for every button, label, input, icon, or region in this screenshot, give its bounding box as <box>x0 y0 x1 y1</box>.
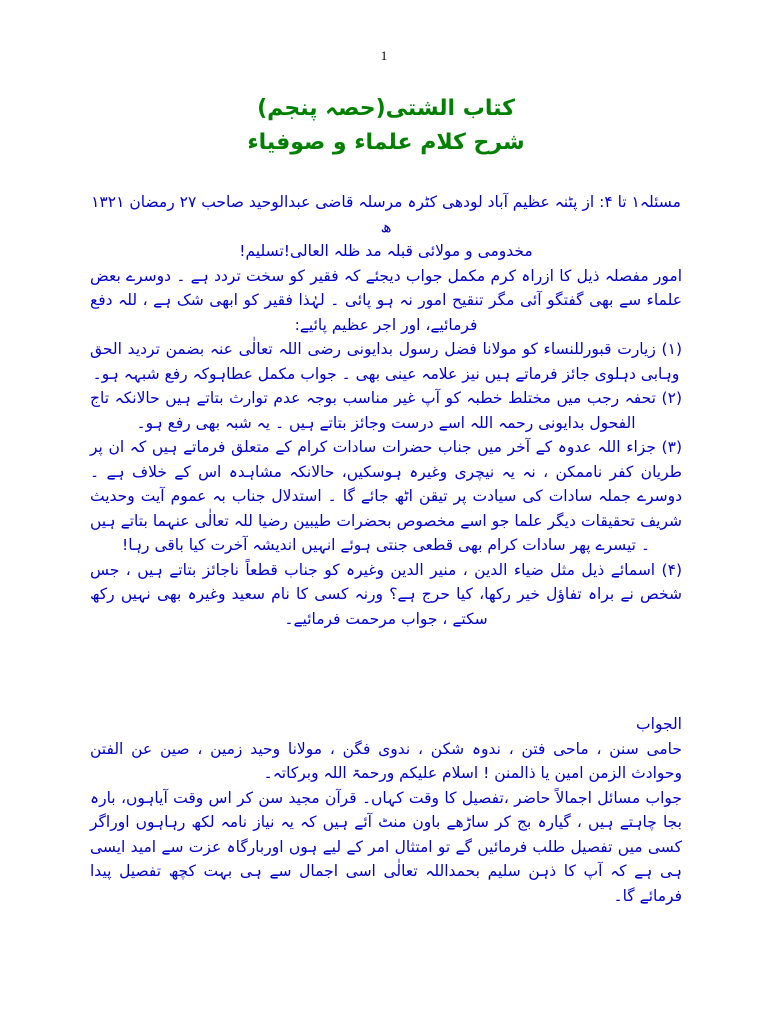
answer-paragraph-2: جواب مسائل اجمالاً حاضر ،تفصیل کا وقت کہاں۔ قرآن مجید سن کر اس وقت آیاہوں، بارہ بجا چاہتے ہیں ، گیارہ بج کر ساڑھے باون منٹ آئے ہیں کہ یہ نیاز نامہ لکھ رہاہوں اوراگر کسی میں تفصیل طلب فرمائیں گے تو امتثال امر کے لیے ہوں اوربارگاہ عزت سے امید ایسی ہی ہے کہ آپ کا ذہن سلیم بحمداللہ تعالٰی اسی اجمال سے ہی بہت کچھ تفصیل پیدا فرمائے گا۔ <box>90 788 682 905</box>
answer-paragraph-1: حامی سنن ، ماحی فتن ، ندوہ شکن ، ندوی فگن ، مولانا وحید زمین ، صین عن الفتن وحوادث الزمن امین یا ذالمنن ! اسلام علیکم ورحمۃ اللہ وبرکاتہ۔ <box>90 739 682 782</box>
answer-block <box>90 712 682 908</box>
question-item-4: (۴) اسمائے ذیل مثل ضیاء الدین ، منیر الدین وغیرہ کو جناب قطعاً ناجائز بتاتے ہیں ، جس شخص نے براہ تفاؤل خیر رکھا، کیا حرج ہے؟ ورنہ کسی کا نام سعید وغیرہ بھی نہیں رکھ سکتے ، جواب مرحمت فرمائیے۔ <box>90 560 682 628</box>
salutation: مخدومی و مولائی قبلہ مد ظلہ العالی!تسلیم! <box>239 242 533 260</box>
question-header: مسئلہ۱ تا ۴: از پٹنہ عظیم آباد لودھی کٹرہ مرسلہ قاضی عبدالوحید صاحب ۲۷ رمضان ۱۳۲۱ ھ <box>91 193 681 236</box>
question-item-3: (۳) جزاء اللہ عدوہ کے آخر میں جناب حضرات سادات کرام کے متعلق فرماتے ہیں کہ ان پر طریان کفر ناممکن ، نہ یہ نیچری وغیرہ ہوسکیں، حالانکہ مشاہدہ اس کے خلاف ہے ۔ دوسرے جملہ سادات کی سیادت پر تیقن اٹھ جائے گا ۔ استدلال جناب بہ عموم آیت وحدیث شریف تحقیقات دیگر علما جو اسے مخصوص بحضرات طیبین رضیا للہ تعالٰی عنہما بتاتے ہیں ۔ تیسرے پھر سادات کرام بھی قطعی جنتی ہوئے انہیں اندیشہ آخرت کیا باقی رہا! <box>90 438 682 554</box>
page-number: 1 <box>380 48 388 63</box>
chapter-title: شرح کلام علماء و صوفیاء <box>247 130 525 155</box>
question-block <box>90 190 682 631</box>
question-item-1: (۱) زیارت قبورللنساء کو مولانا فضل رسول بدایونی رضی اللہ تعالٰی عنہ بضمن تردید الحق وہابی دہلوی جائز فرماتے ہیں نیز علامہ عینی بھی ۔ جواب مکمل عطاہوکہ رفع شبہہ ہو۔ <box>90 340 682 383</box>
title-block <box>90 94 682 158</box>
question-intro: امور مفصلہ ذیل کا ازراہ کرم مکمل جواب دیجئے کہ فقیر کو سخت تردد ہے ۔ دوسرے بعض علماء سے بھی گفتگو آئی مگر تنقیح امور نہ ہو پائی ۔ لہٰذا فقیر کو ابھی شک ہے ، للہ دفع فرمائیے، اور اجر عظیم پائیے: <box>90 266 682 334</box>
book-title: کتاب الشتی(حصہ پنجم) <box>257 96 515 121</box>
answer-heading: الجواب <box>636 715 682 733</box>
question-item-2: (۲) تحفہ رجب میں مختلط خطبہ کو آپ غیر مناسب بوجہ عدم توارث بتاتے ہیں حالانکہ تاج الفحول بدایونی رحمہ اللہ اسے درست وجائز بتاتے ہیں ۔ یہ شبہ بھی رفع ہو۔ <box>90 389 682 432</box>
